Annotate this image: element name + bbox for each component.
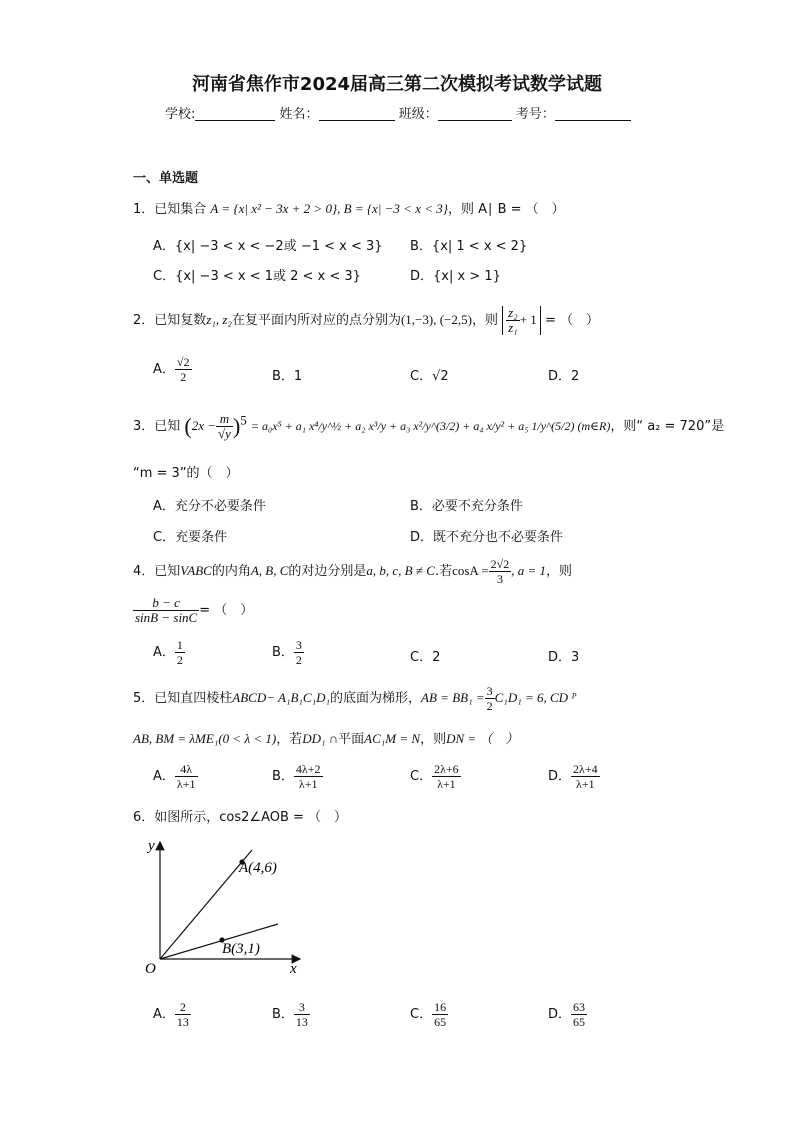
question-5 xyxy=(133,684,576,713)
q4-cos: cosA = xyxy=(452,563,489,578)
q1-number: 1．已知集合 xyxy=(133,202,207,217)
q2-option-c[interactable]: C．√2 xyxy=(410,369,449,384)
q6-option-d[interactable] xyxy=(548,1000,587,1029)
q4-option-d[interactable]: D．3 xyxy=(548,650,580,665)
q2-vars: z₁, z₂ xyxy=(206,312,232,327)
q4-option-a-label: A． xyxy=(153,645,175,660)
name-blank[interactable] xyxy=(319,106,395,121)
q2-a-den: 2 xyxy=(180,370,187,384)
question-4 xyxy=(133,557,572,586)
q5-tail: ，则 xyxy=(420,732,447,747)
q2-frac-den: z₁ xyxy=(508,320,518,335)
q4-b-den: 2 xyxy=(295,653,302,667)
q6-c-den: 65 xyxy=(434,1015,447,1029)
q5-option-c-label: C． xyxy=(410,769,433,784)
q5-c-den: λ+1 xyxy=(437,777,456,791)
q6-figure xyxy=(130,836,320,986)
q6-a-num: 2 xyxy=(175,1000,191,1015)
class-label: 班级： xyxy=(398,107,438,122)
q5-ask: DN = （ ） xyxy=(446,731,519,746)
q5-option-a[interactable] xyxy=(153,762,198,791)
q5-plane: 平面 xyxy=(338,732,365,747)
q4-cos-den: 3 xyxy=(496,572,503,586)
question-3: 3．已知 (2x − $\frac{m}{√y}$ )$^5$ = a₀x⁵ + a₁ x⁴/y^½ + a₂ x³/y + a₃ x²/y^(3/2) + a₄ x/y² + a₅ 1/y^(5/2) (m∈R)，则“ a₂ = 720”是 xyxy=(133,411,725,441)
q3-tail: ，则“ a₂ = 720”是 xyxy=(610,419,725,434)
q4-eq: = （ ） xyxy=(199,603,254,618)
q2-option-b[interactable]: B．1 xyxy=(272,369,303,384)
q4-option-b-label: B． xyxy=(272,645,294,660)
q6-option-b-label: B． xyxy=(272,1007,294,1022)
q5-d-den: λ+1 xyxy=(576,777,595,791)
q6-b-den: 13 xyxy=(295,1015,308,1029)
q3-option-b[interactable]: B．必要不充分条件 xyxy=(410,499,523,514)
q1-tail: ，则 A∣ B = （ ） xyxy=(447,202,565,217)
q5-option-d[interactable] xyxy=(548,762,600,791)
q4-cos-num: 2√2 xyxy=(490,557,510,571)
school-blank[interactable] xyxy=(195,106,275,121)
q2-then: ，则 xyxy=(471,313,498,328)
q5-number: 5．已知直四棱柱 xyxy=(133,691,233,706)
q5-plane-name: AC₁M = N xyxy=(364,731,421,746)
q5-option-b-label: B． xyxy=(272,769,294,784)
question-2 xyxy=(133,306,599,335)
q6-option-a[interactable] xyxy=(153,1000,191,1029)
q6-option-b[interactable] xyxy=(272,1000,310,1029)
x-axis-label: x xyxy=(290,961,297,977)
q6-option-a-label: A． xyxy=(153,1007,175,1022)
q5-rel: DD₁ ∩ xyxy=(302,731,339,746)
q1-option-b[interactable]: B．{x| 1 < x < 2} xyxy=(410,239,528,254)
q2-option-a[interactable] xyxy=(153,355,192,384)
q5-option-b[interactable] xyxy=(272,762,323,791)
q4-a-eq: , a = 1 xyxy=(511,563,547,578)
q4-triangle: VABC xyxy=(180,563,212,578)
q2-a-num: √2 xyxy=(176,355,190,369)
name-label: 姓名： xyxy=(279,107,319,122)
section-heading: 一、单选题 xyxy=(133,171,199,186)
q3-number: 3．已知 xyxy=(133,419,181,434)
q4-frac-num: b − c xyxy=(133,596,199,611)
q1-option-c[interactable]: C．{x| −3 < x < 1或 2 < x < 3} xyxy=(153,269,361,284)
ray-ob xyxy=(160,924,278,959)
q4-number: 4．已知 xyxy=(133,564,181,579)
question-6: 6．如图所示，cos2∠AOB = （ ） xyxy=(133,810,348,825)
q5-line2 xyxy=(133,728,518,747)
q5-solid: ABCD− A₁B₁C₁D₁ xyxy=(232,690,331,705)
q5-d-num: 2λ+4 xyxy=(573,762,598,776)
q5-b-num: 4λ+2 xyxy=(295,762,321,776)
q2-frac-num: z₂ xyxy=(508,305,518,320)
q5-eq1-num: 3 xyxy=(486,684,493,698)
q3-paren-open: ( xyxy=(184,413,192,439)
q5-eq1: AB = BB₁ = xyxy=(421,690,485,705)
q2-points: (1,−3), (−2,5) xyxy=(400,312,472,327)
q5-b-den: λ+1 xyxy=(298,777,318,791)
exam-no-blank[interactable] xyxy=(555,106,631,121)
q2-mid: 在复平面内所对应的点分别为 xyxy=(231,313,401,328)
q5-c-num: 2λ+6 xyxy=(434,762,459,776)
q3-option-c[interactable]: C．充要条件 xyxy=(153,530,228,545)
exam-no-label: 考号： xyxy=(515,107,555,122)
q4-a-num: 1 xyxy=(176,638,183,652)
q4-mid: 的内角 xyxy=(211,564,251,579)
q6-option-c[interactable] xyxy=(410,1000,448,1029)
q5-option-c[interactable] xyxy=(410,762,461,791)
question-1 xyxy=(133,198,565,217)
q5-option-d-label: D． xyxy=(548,769,572,784)
y-axis-label: y xyxy=(148,838,155,854)
q5-mid2: ，若 xyxy=(276,732,303,747)
q4-b-num: 3 xyxy=(295,638,302,652)
q6-b-num: 3 xyxy=(294,1000,310,1015)
q3-line2: “m = 3”的（ ） xyxy=(133,466,239,481)
q4-angles: A, B, C xyxy=(250,563,289,578)
q6-d-den: 65 xyxy=(573,1015,586,1029)
q6-a-den: 13 xyxy=(176,1015,189,1029)
school-label: 学校: xyxy=(165,107,196,122)
point-b-label: B(3,1) xyxy=(222,941,260,957)
q2-abs-value xyxy=(502,306,541,335)
q1-sets: A = {x| x² − 3x + 2 > 0}, B = {x| −3 < x < 3} xyxy=(210,201,448,216)
q6-c-num: 16 xyxy=(434,1000,447,1014)
q4-sides: a, b, c, B ≠ C xyxy=(366,563,435,578)
q6-option-d-label: D． xyxy=(548,1007,572,1022)
q5-mid: 的底面为梯形， xyxy=(330,691,422,706)
q5-vectors: AB, BM = λME₁(0 < λ < 1) xyxy=(133,731,277,746)
q3-option-a[interactable]: A．充分不必要条件 xyxy=(153,499,266,514)
q1-option-d[interactable]: D．{x| x > 1} xyxy=(410,269,501,284)
q4-tail: ，则 xyxy=(546,564,573,579)
q5-eq1-den: 2 xyxy=(486,699,493,713)
q6-option-c-label: C． xyxy=(410,1007,433,1022)
q3-paren-close: ) xyxy=(232,413,241,439)
q2-tail: = （ ） xyxy=(544,313,599,328)
student-info-line xyxy=(165,103,631,122)
point-a-label: A(4,6) xyxy=(239,860,277,876)
q2-number: 2．已知复数 xyxy=(133,313,207,328)
exam-title: 河南省焦作市2024届高三第二次模拟考试数学试题 xyxy=(191,74,603,95)
q4-option-c[interactable]: C．2 xyxy=(410,650,441,665)
q4-option-b[interactable] xyxy=(272,638,304,667)
q4-frac-den: sinB − sinC xyxy=(135,610,198,625)
q5-eq2: C₁D₁ = 6, CD ᴾ xyxy=(494,690,577,705)
q1-option-a[interactable]: A．{x| −3 < x < −2或 −1 < x < 3} xyxy=(153,239,383,254)
q3-expansion: = a₀x⁵ + a₁ x⁴/y^½ + a₂ x³/y + a₃ x²/y^(3/2) + a₄ x/y² + a₅ 1/y^(5/2) (m∈R) xyxy=(250,419,611,433)
q4-line2 xyxy=(133,596,253,625)
q4-option-a[interactable] xyxy=(153,638,185,667)
q4-a-den: 2 xyxy=(176,653,183,667)
q6-d-num: 63 xyxy=(573,1000,586,1014)
q5-a-num: 4λ xyxy=(175,762,198,777)
origin-label: O xyxy=(145,961,156,977)
q5-a-den: λ+1 xyxy=(176,777,196,791)
q3-option-d[interactable]: D．既不充分也不必要条件 xyxy=(410,530,564,545)
q2-option-d[interactable]: D．2 xyxy=(548,369,580,384)
q4-mid3: .若 xyxy=(434,564,453,579)
q5-option-a-label: A． xyxy=(153,769,175,784)
q2-plus: + 1 xyxy=(519,312,537,327)
class-blank[interactable] xyxy=(438,106,512,121)
q2-option-a-label: A． xyxy=(153,362,175,377)
q4-mid2: 的对边分别是 xyxy=(288,564,367,579)
